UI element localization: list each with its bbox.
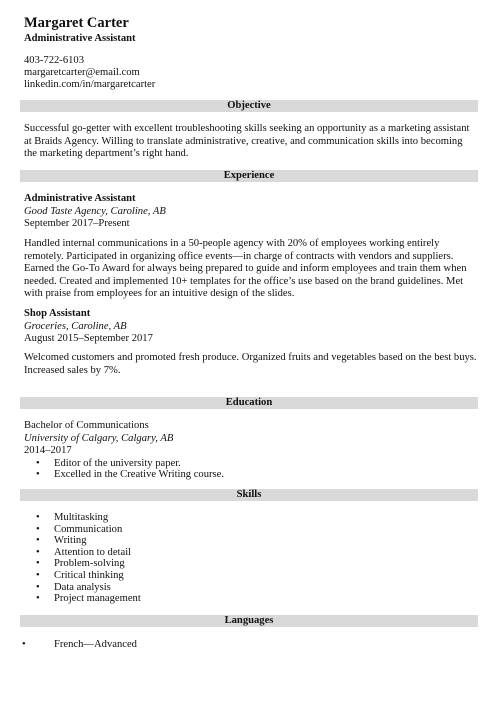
candidate-name: Margaret Carter — [24, 15, 129, 31]
list-item: • French—Advanced — [24, 639, 478, 651]
section-heading-experience: Experience — [20, 170, 478, 182]
list-item: • Data analysis — [24, 582, 478, 594]
candidate-title: Administrative Assistant — [24, 33, 136, 44]
list-item: • Writing — [24, 535, 478, 547]
section-heading-objective: Objective — [20, 100, 478, 112]
education-entry — [24, 420, 478, 481]
list-item: • Critical thinking — [24, 570, 478, 582]
languages-list-wrap — [24, 639, 478, 651]
list-item: • Communication — [24, 524, 478, 536]
job-description: Handled internal communications in a 50-people agency with 20% of employees working entirely remotely. Participated in organizing office events—in charge of contracts with vendors and suppliers. Earned the Go-To Award for always being prepared to guide and inform employees and train them when needed. Created and implemented 10+ templates for the office’s use based on the brand guidelines. Met with praise from employees for an intuitive design of the slides. — [24, 238, 467, 300]
phone-number: 403-722-6103 — [24, 55, 85, 66]
email-address: margaretcarter@email.com — [24, 66, 140, 78]
job-dates: September 2017–Present — [24, 218, 130, 230]
job-description: Welcomed customers and promoted fresh produce. Organized fruits and vegetables based on the best buys. Increased sales by 7%. — [24, 352, 477, 376]
section-heading-skills: Skills — [20, 489, 478, 501]
section-heading-languages: Languages — [20, 615, 478, 627]
languages-list — [24, 639, 478, 651]
job-dates: August 2015–September 2017 — [24, 333, 153, 345]
resume-header — [24, 15, 478, 90]
experience-job-1 — [24, 193, 478, 231]
degree: Bachelor of Communications — [24, 420, 149, 431]
section-heading-education: Education — [20, 397, 478, 409]
list-item: • Project management — [24, 593, 478, 605]
objective-text: Successful go-getter with excellent troubleshooting skills seeking an opportunity as a marketing assistant at Braids Agency. Willing to translate administrative, creative, and communication skills into becoming the marketing department’s right hand. — [24, 123, 470, 160]
job-title: Shop Assistant — [24, 308, 91, 319]
list-item: • Problem-solving — [24, 558, 478, 570]
contact-info — [24, 55, 478, 90]
experience-job-2 — [24, 308, 478, 346]
school: University of Calgary, Calgary, AB — [24, 432, 174, 444]
job-company: Good Taste Agency, Caroline, AB — [24, 205, 166, 217]
skills-list — [24, 512, 478, 605]
job-company: Groceries, Caroline, AB — [24, 320, 127, 332]
linkedin-url: linkedin.com/in/margaretcarter — [24, 78, 156, 90]
education-dates: 2014–2017 — [24, 445, 72, 457]
list-item: • Excelled in the Creative Writing course. — [24, 469, 478, 481]
list-item: • Editor of the university paper. — [24, 458, 478, 470]
job-title: Administrative Assistant — [24, 193, 136, 204]
skills-list-wrap — [24, 512, 478, 605]
education-bullets — [24, 458, 478, 481]
list-item: • Attention to detail — [24, 547, 478, 559]
list-item: • Multitasking — [24, 512, 478, 524]
